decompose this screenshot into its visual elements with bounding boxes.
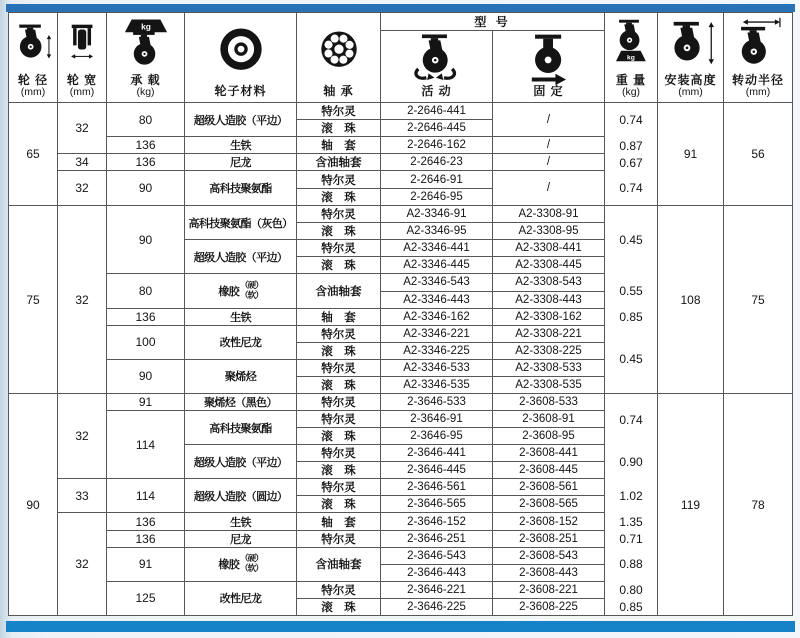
- cell-bearing: 滚 珠: [297, 223, 381, 240]
- cell-model-fixed: 2-3608-565: [493, 496, 605, 513]
- weight-value: 0.80: [619, 582, 643, 597]
- column-label: 轮 径: [17, 72, 49, 87]
- cell-load: 100: [107, 325, 185, 359]
- cell-load: 136: [107, 513, 185, 530]
- weight-value: 0.74: [619, 113, 643, 127]
- column-label: 轴 承: [323, 84, 354, 99]
- cell-material: 生铁: [185, 137, 297, 154]
- cell-model-swivel: A2-3346-445: [381, 257, 493, 274]
- cell-load: 114: [107, 411, 185, 479]
- cell-bearing: 特尔灵: [297, 581, 381, 598]
- column-unit: (kg): [136, 86, 155, 99]
- material-variant: （软）: [240, 563, 263, 574]
- cell-bearing: 滚 珠: [297, 496, 381, 513]
- cell-model-swivel: 2-2646-95: [381, 189, 493, 206]
- cell-bearing: 特尔灵: [297, 411, 381, 428]
- cell-material: 生铁: [185, 308, 297, 325]
- cell-load: 136: [107, 137, 185, 154]
- material-variant: （软）: [240, 289, 263, 300]
- cell-wheel-diameter: 90: [9, 394, 58, 616]
- column-header-model-swivel: [381, 31, 493, 103]
- cell-model-swivel: 2-2646-162: [381, 137, 493, 154]
- cell-model-fixed: 2-3608-561: [493, 479, 605, 496]
- cell-model-fixed: A2-3308-162: [493, 308, 605, 325]
- cell-model-swivel: A2-3346-162: [381, 308, 493, 325]
- load-capacity-icon: [107, 15, 184, 74]
- bottom-accent-bar: [6, 621, 795, 632]
- cell-model-swivel: 2-3646-91: [381, 411, 493, 428]
- cell-load: 90: [107, 359, 185, 393]
- cell-weight: [605, 206, 658, 394]
- cell-model-swivel: A2-3346-221: [381, 325, 493, 342]
- cell-mounting-height: 119: [658, 394, 724, 616]
- cell-load: 80: [107, 103, 185, 137]
- cell-model-fixed: A2-3308-533: [493, 359, 605, 376]
- cell-model-fixed: A2-3308-445: [493, 257, 605, 274]
- weight-value: 0.71: [619, 531, 643, 546]
- cell-model-fixed: A2-3308-221: [493, 325, 605, 342]
- cell-model-fixed: A2-3308-543: [493, 274, 605, 291]
- fixed-caster-icon: [493, 33, 604, 85]
- cell-load: 90: [107, 171, 185, 206]
- cell-model-swivel: 2-3646-221: [381, 581, 493, 598]
- cell-model-swivel: A2-3346-533: [381, 359, 493, 376]
- cell-model-swivel: A2-3346-441: [381, 240, 493, 257]
- cell-bearing: 滚 珠: [297, 377, 381, 394]
- material-variant: （硬）: [240, 280, 263, 291]
- cell-model-swivel: 2-2646-445: [381, 120, 493, 137]
- cell-model-fixed: 2-3608-443: [493, 564, 605, 581]
- cell-bearing: 含油轴套: [297, 154, 381, 171]
- cell-model-swivel: 2-2646-441: [381, 103, 493, 120]
- cell-model-fixed: 2-3608-221: [493, 581, 605, 598]
- column-header-weight: [605, 13, 658, 103]
- cell-bearing: 特尔灵: [297, 445, 381, 462]
- column-header-wheel-diameter: [9, 13, 58, 103]
- column-label: 固 定: [533, 83, 564, 98]
- weight-icon: [605, 15, 657, 74]
- cell-material: 聚烯烃: [185, 359, 297, 393]
- cell-model-fixed: A2-3308-225: [493, 342, 605, 359]
- cell-model-fixed: /: [493, 171, 605, 206]
- caster-spec-table: [8, 12, 793, 616]
- column-header-bearing: [297, 13, 381, 103]
- svg-text:kg: kg: [140, 21, 151, 32]
- cell-mounting-height: 91: [658, 103, 724, 206]
- cell-bearing: 特尔灵: [297, 103, 381, 120]
- column-unit: (kg): [621, 86, 641, 99]
- cell-material: 聚烯烃（黑色）: [185, 394, 297, 411]
- cell-model-fixed: A2-3308-535: [493, 377, 605, 394]
- column-label: 重 量: [615, 72, 647, 87]
- cell-bearing: 滚 珠: [297, 257, 381, 274]
- cell-bearing: 含油轴套: [297, 547, 381, 581]
- cell-wheel-diameter: 65: [9, 103, 58, 206]
- cell-load: 91: [107, 394, 185, 411]
- column-header-mounting-height: [658, 13, 724, 103]
- cell-bearing: 特尔灵: [297, 394, 381, 411]
- column-label: 转动半径: [731, 72, 784, 87]
- cell-mounting-height: 108: [658, 206, 724, 394]
- cell-material: [185, 274, 297, 308]
- cell-model-swivel: 2-3646-543: [381, 547, 493, 564]
- cell-material: 超级人造胶（平边）: [185, 445, 297, 479]
- cell-model-fixed: 2-3608-225: [493, 599, 605, 616]
- cell-model-fixed: 2-3608-543: [493, 547, 605, 564]
- cell-model-fixed: A2-3308-95: [493, 223, 605, 240]
- column-label: 轮子材料: [214, 84, 267, 99]
- swivel-caster-icon: [381, 33, 492, 85]
- column-header-turning-radius: [724, 13, 793, 103]
- cell-bearing: 特尔灵: [297, 325, 381, 342]
- material-name: 橡胶: [218, 559, 240, 572]
- column-label: 安装高度: [664, 72, 717, 87]
- table-row: [9, 103, 793, 120]
- cell-material: 尼龙: [185, 530, 297, 547]
- cell-bearing: 含油轴套: [297, 274, 381, 308]
- cell-wheel-width: 32: [58, 103, 107, 154]
- cell-model-swivel: 2-3646-225: [381, 599, 493, 616]
- cell-wheel-width: 32: [58, 394, 107, 479]
- column-label: 承 载: [130, 72, 161, 87]
- cell-load: 125: [107, 581, 185, 615]
- column-unit: (mm): [69, 86, 95, 99]
- cell-model-swivel: 2-3646-152: [381, 513, 493, 530]
- cell-model-swivel: 2-3646-565: [381, 496, 493, 513]
- weight-value: 0.67: [619, 155, 643, 170]
- weight-value: 0.90: [619, 455, 643, 469]
- wheel-width-icon: [58, 15, 106, 74]
- table-row: [9, 206, 793, 223]
- cell-model-swivel: 2-2646-91: [381, 171, 493, 189]
- cell-wheel-width: 32: [58, 171, 107, 206]
- column-header-wheel-width: [58, 13, 107, 103]
- cell-material: 改性尼龙: [185, 581, 297, 615]
- cell-load: 114: [107, 479, 185, 513]
- cell-model-swivel: A2-3346-91: [381, 206, 493, 223]
- cell-model-swivel: 2-2646-23: [381, 154, 493, 171]
- cell-bearing: 轴 套: [297, 308, 381, 325]
- cell-bearing: 滚 珠: [297, 342, 381, 359]
- cell-model-fixed: 2-3608-445: [493, 462, 605, 479]
- column-header-load-capacity: [107, 13, 185, 103]
- cell-bearing: 轴 套: [297, 137, 381, 154]
- bearing-icon: [297, 15, 380, 85]
- cell-bearing: 滚 珠: [297, 462, 381, 479]
- material-name: 橡胶: [218, 285, 240, 298]
- cell-wheel-diameter: 75: [9, 206, 58, 394]
- column-label: 活 动: [421, 83, 452, 98]
- cell-bearing: 轴 套: [297, 513, 381, 530]
- cell-bearing: 滚 珠: [297, 189, 381, 206]
- cell-model-fixed: A2-3308-91: [493, 206, 605, 223]
- cell-weight: [605, 103, 658, 206]
- table-row: [9, 394, 793, 411]
- cell-turning-radius: 75: [724, 206, 793, 394]
- cell-bearing: 特尔灵: [297, 171, 381, 189]
- cell-model-swivel: 2-3646-441: [381, 445, 493, 462]
- weight-value: 1.35: [619, 514, 643, 529]
- column-unit: (mm): [20, 86, 46, 99]
- cell-load: 136: [107, 308, 185, 325]
- mounting-height-icon: [658, 15, 723, 74]
- cell-load: 80: [107, 274, 185, 308]
- wheel-diameter-icon: [9, 15, 57, 74]
- cell-model-swivel: 2-3646-445: [381, 462, 493, 479]
- cell-material: 高科技聚氨酯（灰色）: [185, 206, 297, 240]
- cell-bearing: 特尔灵: [297, 240, 381, 257]
- cell-model-fixed: 2-3608-251: [493, 530, 605, 547]
- cell-model-swivel: 2-3646-533: [381, 394, 493, 411]
- cell-model-fixed: 2-3608-533: [493, 394, 605, 411]
- weight-value: 0.74: [619, 412, 643, 427]
- cell-model-swivel: A2-3346-535: [381, 377, 493, 394]
- weight-value: 0.85: [619, 309, 643, 324]
- cell-wheel-width: 32: [58, 513, 107, 616]
- cell-bearing: 滚 珠: [297, 599, 381, 616]
- cell-material: 尼龙: [185, 154, 297, 171]
- cell-model-swivel: 2-3646-251: [381, 530, 493, 547]
- cell-turning-radius: 56: [724, 103, 793, 206]
- cell-model-fixed: A2-3308-443: [493, 291, 605, 308]
- cell-model-swivel: A2-3346-225: [381, 342, 493, 359]
- cell-bearing: 特尔灵: [297, 479, 381, 496]
- cell-bearing: 特尔灵: [297, 359, 381, 376]
- cell-model-swivel: A2-3346-95: [381, 223, 493, 240]
- table-body: [9, 103, 793, 616]
- cell-load: 136: [107, 154, 185, 171]
- wheel-material-icon: [185, 15, 296, 85]
- cell-load: 91: [107, 547, 185, 581]
- svg-text:kg: kg: [627, 55, 635, 63]
- table-header: [9, 13, 793, 103]
- cell-wheel-width: 33: [58, 479, 107, 513]
- turning-radius-icon: [724, 15, 792, 74]
- cell-load: 90: [107, 206, 185, 274]
- cell-model-fixed: 2-3608-95: [493, 428, 605, 445]
- column-label: 轮 宽: [66, 72, 98, 87]
- cell-material: 生铁: [185, 513, 297, 530]
- top-accent-bar: [6, 4, 795, 12]
- table-wrapper: [8, 12, 793, 616]
- cell-model-swivel: 2-3646-443: [381, 564, 493, 581]
- cell-model-swivel: A2-3346-443: [381, 291, 493, 308]
- weight-value: 1.02: [619, 489, 643, 503]
- cell-model-fixed: /: [493, 154, 605, 171]
- cell-material: 改性尼龙: [185, 325, 297, 359]
- cell-model-fixed: 2-3608-91: [493, 411, 605, 428]
- column-unit: (mm): [745, 86, 771, 99]
- cell-model-fixed: 2-3608-152: [493, 513, 605, 530]
- cell-bearing: 特尔灵: [297, 206, 381, 223]
- weight-value: 0.45: [619, 352, 643, 366]
- cell-model-swivel: 2-3646-561: [381, 479, 493, 496]
- cell-model-fixed: A2-3308-441: [493, 240, 605, 257]
- cell-model-swivel: 2-3646-95: [381, 428, 493, 445]
- cell-material: [185, 547, 297, 581]
- cell-model-swivel: A2-3346-543: [381, 274, 493, 291]
- cell-material: 超级人造胶（平边）: [185, 103, 297, 137]
- cell-wheel-width: 34: [58, 154, 107, 171]
- header-row: [9, 13, 793, 31]
- column-header-wheel-material: [185, 13, 297, 103]
- weight-value: 0.85: [619, 599, 643, 614]
- cell-material: 超级人造胶（圆边）: [185, 479, 297, 513]
- model-group-header: 型 号: [381, 13, 605, 31]
- material-variant: （硬）: [240, 553, 263, 564]
- cell-material: 超级人造胶（平边）: [185, 240, 297, 274]
- column-header-model-fixed: [493, 31, 605, 103]
- cell-turning-radius: 78: [724, 394, 793, 616]
- weight-value: 0.45: [619, 233, 643, 247]
- cell-weight: [605, 394, 658, 616]
- weight-value: 0.87: [619, 138, 643, 153]
- cell-bearing: 滚 珠: [297, 428, 381, 445]
- cell-load: 136: [107, 530, 185, 547]
- weight-value: 0.74: [619, 181, 643, 195]
- cell-material: 高科技聚氨酯: [185, 171, 297, 206]
- cell-wheel-width: 32: [58, 206, 107, 394]
- column-unit: (mm): [678, 86, 703, 99]
- cell-bearing: 滚 珠: [297, 120, 381, 137]
- cell-model-fixed: 2-3608-441: [493, 445, 605, 462]
- weight-value: 0.88: [619, 557, 643, 571]
- cell-model-fixed: /: [493, 103, 605, 137]
- weight-value: 0.55: [619, 284, 643, 298]
- cell-material: 高科技聚氨酯: [185, 411, 297, 445]
- cell-bearing: 特尔灵: [297, 530, 381, 547]
- cell-model-fixed: /: [493, 137, 605, 154]
